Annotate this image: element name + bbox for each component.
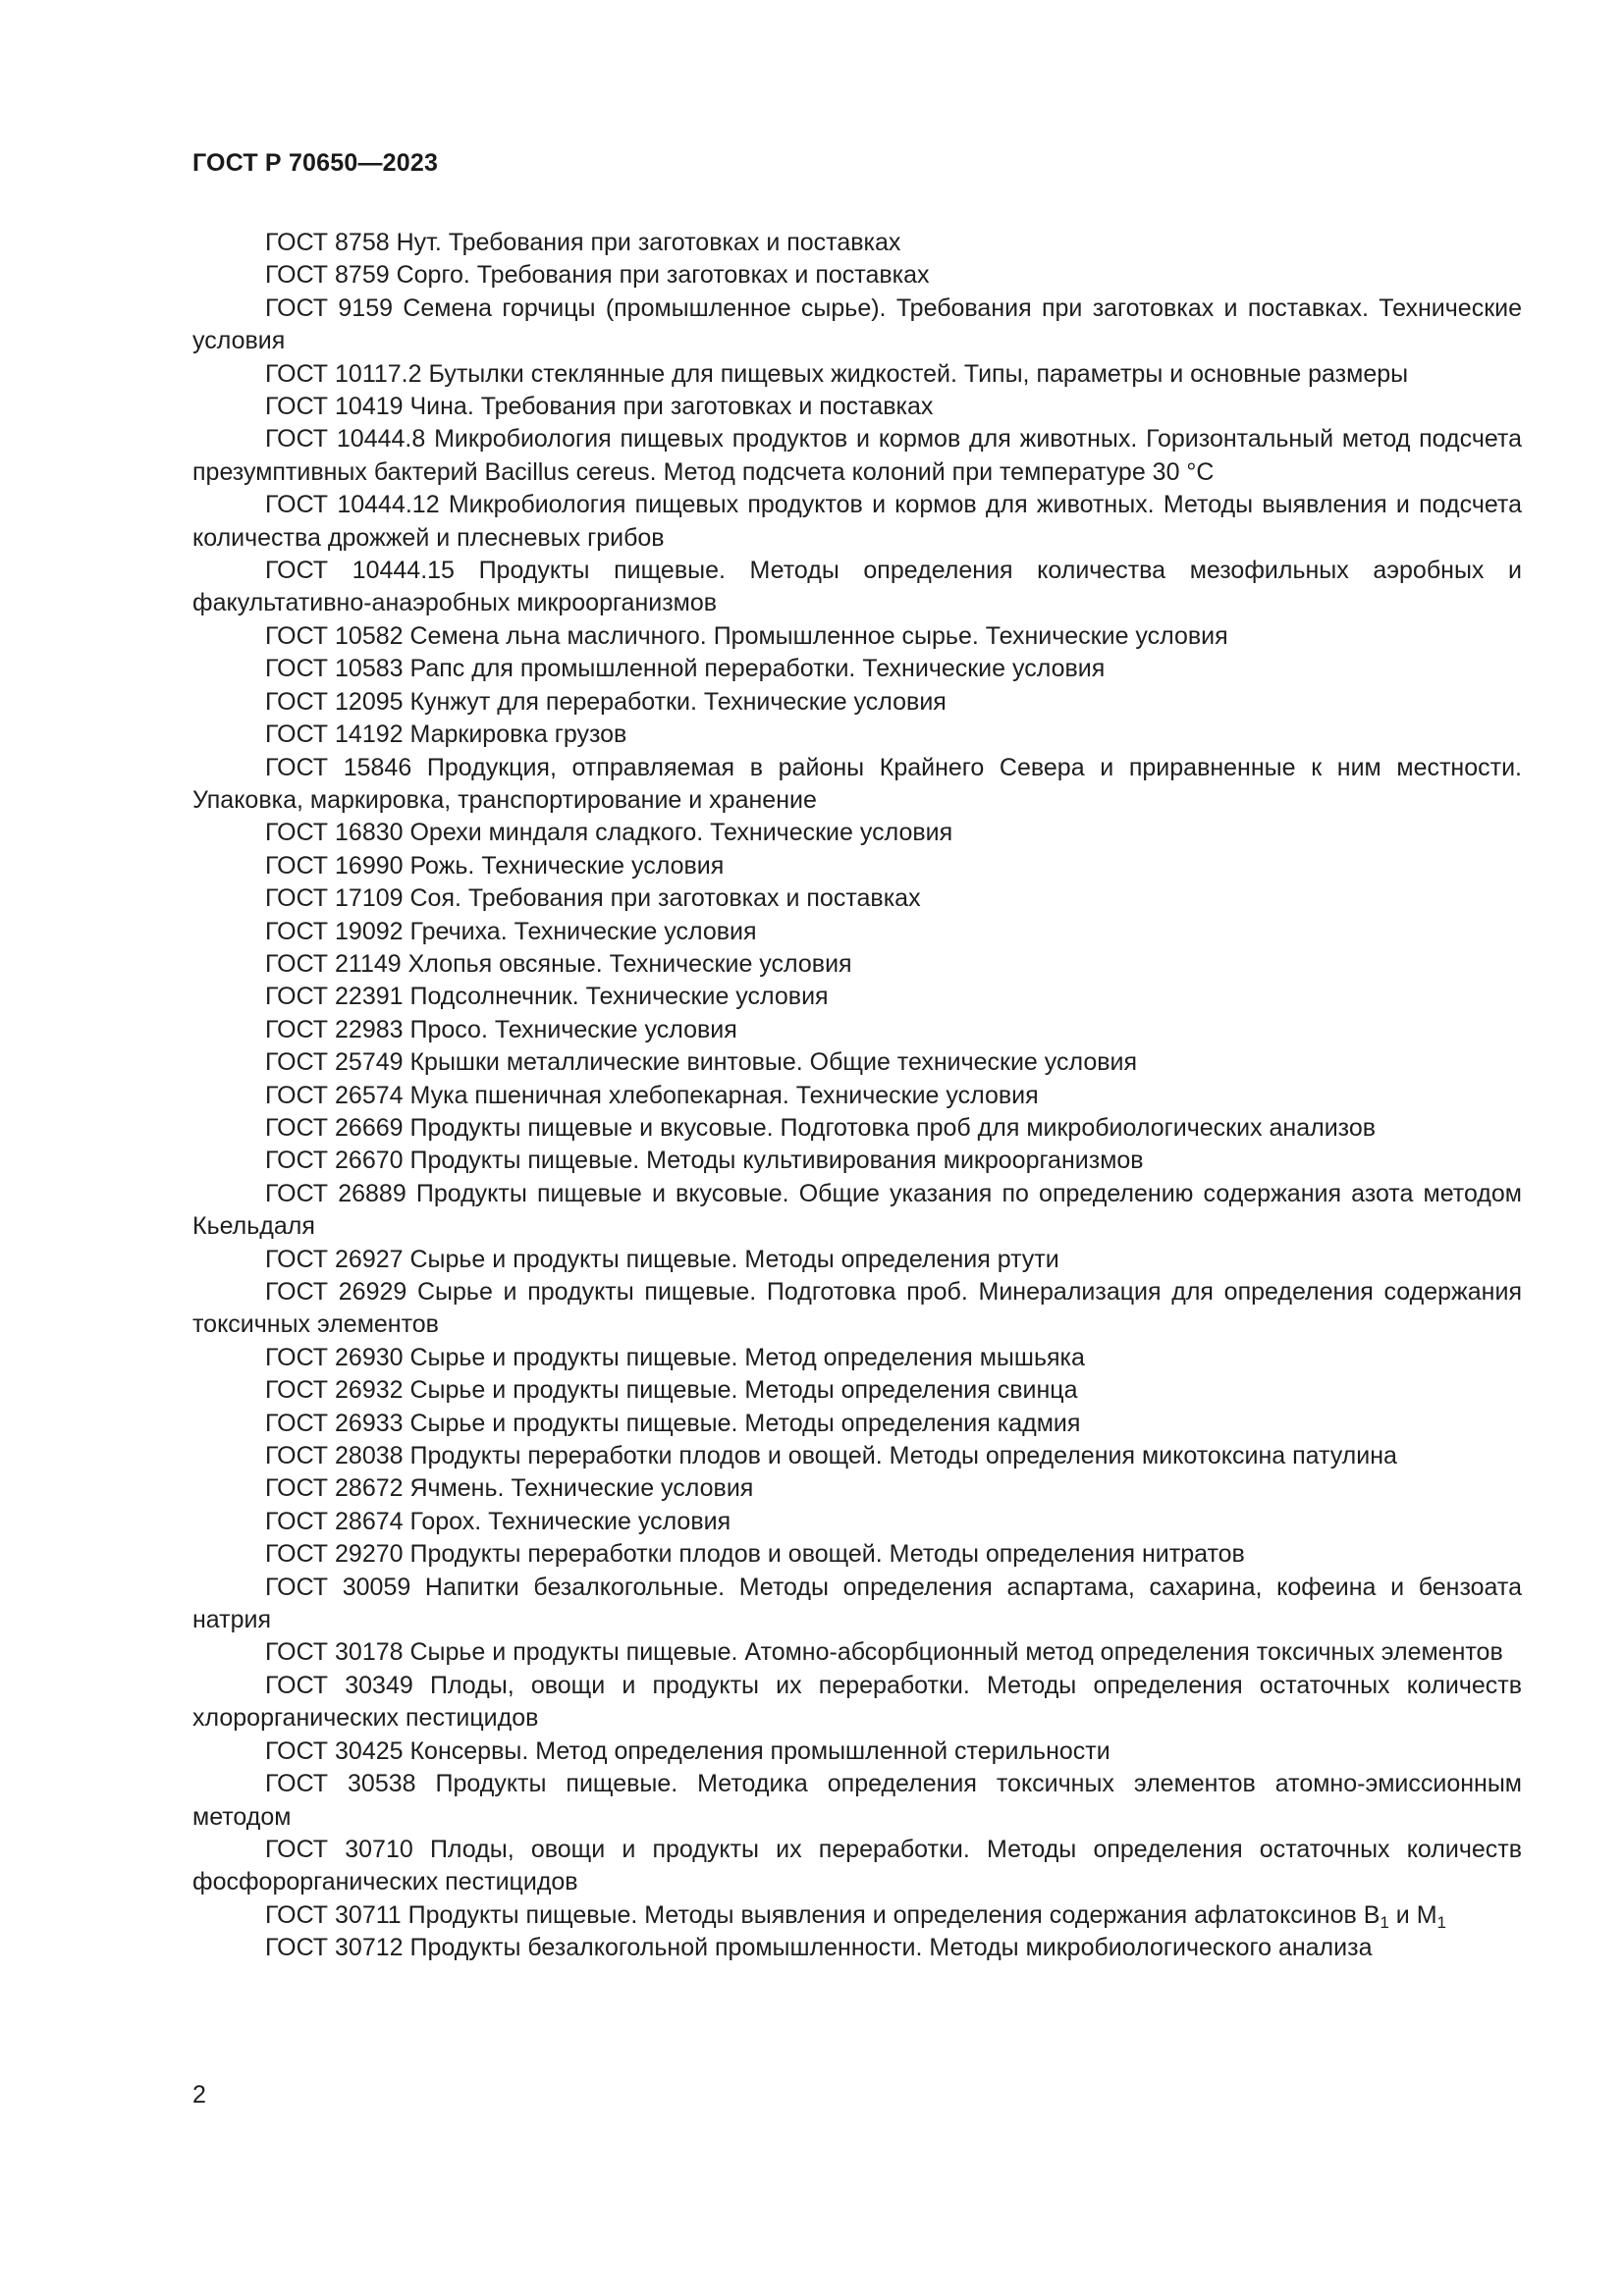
reference-item: ГОСТ 28672 Ячмень. Технические условия xyxy=(265,1474,754,1503)
page-number: 2 xyxy=(192,2081,206,2109)
reference-item: ГОСТ 26670 Продукты пищевые. Методы культивирования микроорганизмов xyxy=(265,1147,1144,1175)
reference-item: ГОСТ 10419 Чина. Требования при заготовках и поставках xyxy=(265,393,934,421)
reference-item: ГОСТ 26932 Сырье и продукты пищевые. Методы определения свинца xyxy=(265,1376,1078,1405)
reference-item: ГОСТ 22983 Просо. Технические условия xyxy=(265,1015,737,1043)
reference-item: ГОСТ 10444.8 Микробиология пищевых продуктов и кормов для животных. Горизонтальный метод подсчета презумптивных бактерий Bacillus cereus. Метод подсчета колоний при температуре 30 °С xyxy=(192,425,1522,486)
reference-item: ГОСТ 30178 Сырье и продукты пищевые. Атомно-абсорбционный метод определения токсичных элементов xyxy=(265,1638,1503,1667)
reference-item: ГОСТ 26889 Продукты пищевые и вкусовые. Общие указания по определению содержания азота методом Кьельдаля xyxy=(192,1179,1522,1241)
normative-references-list xyxy=(192,227,1522,1965)
reference-item: ГОСТ 28674 Горох. Технические условия xyxy=(265,1507,731,1535)
reference-item: ГОСТ 26929 Сырье и продукты пищевые. Подготовка проб. Минерализация для определения содержания токсичных элементов xyxy=(192,1278,1522,1339)
reference-item: ГОСТ 8759 Сорго. Требования при заготовках и поставках xyxy=(265,261,930,290)
reference-item: ГОСТ 26927 Сырье и продукты пищевые. Методы определения ртути xyxy=(265,1245,1059,1273)
reference-item: ГОСТ 25749 Крышки металлические винтовые. Общие технические условия xyxy=(265,1048,1138,1077)
reference-item: ГОСТ 30349 Плоды, овощи и продукты их переработки. Методы определения остаточных количеств хлорорганических пестицидов xyxy=(192,1671,1522,1733)
reference-item: ГОСТ 22391 Подсолнечник. Технические условия xyxy=(265,983,829,1011)
reference-item: ГОСТ 10582 Семена льна масличного. Промышленное сырье. Технические условия xyxy=(265,621,1228,650)
reference-item: ГОСТ 10444.15 Продукты пищевые. Методы определения количества мезофильных аэробных и факультативно-анаэробных микроорганизмов xyxy=(192,557,1522,617)
aflatoxin-text-continued: и М xyxy=(1388,1900,1437,1929)
reference-item: ГОСТ 26933 Сырье и продукты пищевые. Методы определения кадмия xyxy=(265,1409,1081,1437)
reference-item: ГОСТ 10444.12 Микробиология пищевых продуктов и кормов для животных. Методы выявления и подсчета количества дрожжей и плесневых грибов xyxy=(192,491,1522,552)
reference-item: ГОСТ 26574 Мука пшеничная хлебопекарная. Технические условия xyxy=(265,1081,1039,1109)
aflatoxin-text: ГОСТ 30711 Продукты пищевые. Методы выявления и определения содержания афлатоксинов В xyxy=(265,1900,1380,1929)
reference-item: ГОСТ 30712 Продукты безалкогольной промышленности. Методы микробиологического анализа xyxy=(265,1934,1373,1962)
reference-item-aflatoxins xyxy=(192,1899,1522,1932)
reference-item: ГОСТ 17109 Соя. Требования при заготовках и поставках xyxy=(265,884,921,913)
reference-item: ГОСТ 26930 Сырье и продукты пищевые. Метод определения мышьяка xyxy=(265,1343,1085,1371)
reference-item: ГОСТ 9159 Семена горчицы (промышленное сырье). Требования при заготовках и поставках. Технические условия xyxy=(192,294,1522,355)
reference-item: ГОСТ 15846 Продукция, отправляемая в районы Крайнего Севера и приравненные к ним местности. Упаковка, маркировка, транспортирование и хранение xyxy=(192,753,1522,814)
reference-item: ГОСТ 10117.2 Бутылки стеклянные для пищевых жидкостей. Типы, параметры и основные размеры xyxy=(265,359,1409,388)
reference-item: ГОСТ 12095 Кунжут для переработки. Технические условия xyxy=(265,687,947,716)
reference-item: ГОСТ 30059 Напитки безалкогольные. Методы определения аспартама, сахарина, кофеина и бензоата натрия xyxy=(192,1573,1522,1634)
reference-item: ГОСТ 26669 Продукты пищевые и вкусовые. Подготовка проб для микробиологических анализов xyxy=(265,1113,1377,1142)
reference-item: ГОСТ 14192 Маркировка грузов xyxy=(265,721,627,749)
page-header: ГОСТ Р 70650—2023 xyxy=(192,149,439,177)
reference-item: ГОСТ 21149 Хлопья овсяные. Технические условия xyxy=(265,949,852,978)
reference-item: ГОСТ 30538 Продукты пищевые. Методика определения токсичных элементов атомно-эмиссионным методом xyxy=(192,1770,1522,1831)
reference-item: ГОСТ 16990 Рожь. Технические условия xyxy=(265,851,725,880)
reference-item: ГОСТ 30710 Плоды, овощи и продукты их переработки. Методы определения остаточных количеств фосфорорганических пестицидов xyxy=(192,1835,1522,1896)
reference-item: ГОСТ 8758 Нут. Требования при заготовках и поставках xyxy=(265,229,901,256)
reference-item: ГОСТ 29270 Продукты переработки плодов и овощей. Методы определения нитратов xyxy=(265,1540,1245,1569)
subscript-one: 1 xyxy=(1380,1912,1389,1932)
reference-item: ГОСТ 10583 Рапс для промышленной переработки. Технические условия xyxy=(265,655,1106,683)
reference-item: ГОСТ 30425 Консервы. Метод определения промышленной стерильности xyxy=(265,1736,1110,1765)
reference-item: ГОСТ 28038 Продукты переработки плодов и овощей. Методы определения микотоксина патулина xyxy=(265,1442,1397,1470)
subscript-one: 1 xyxy=(1436,1912,1447,1932)
reference-item: ГОСТ 16830 Орехи миндаля сладкого. Технические условия xyxy=(265,819,953,847)
reference-item: ГОСТ 19092 Гречиха. Технические условия xyxy=(265,917,757,945)
